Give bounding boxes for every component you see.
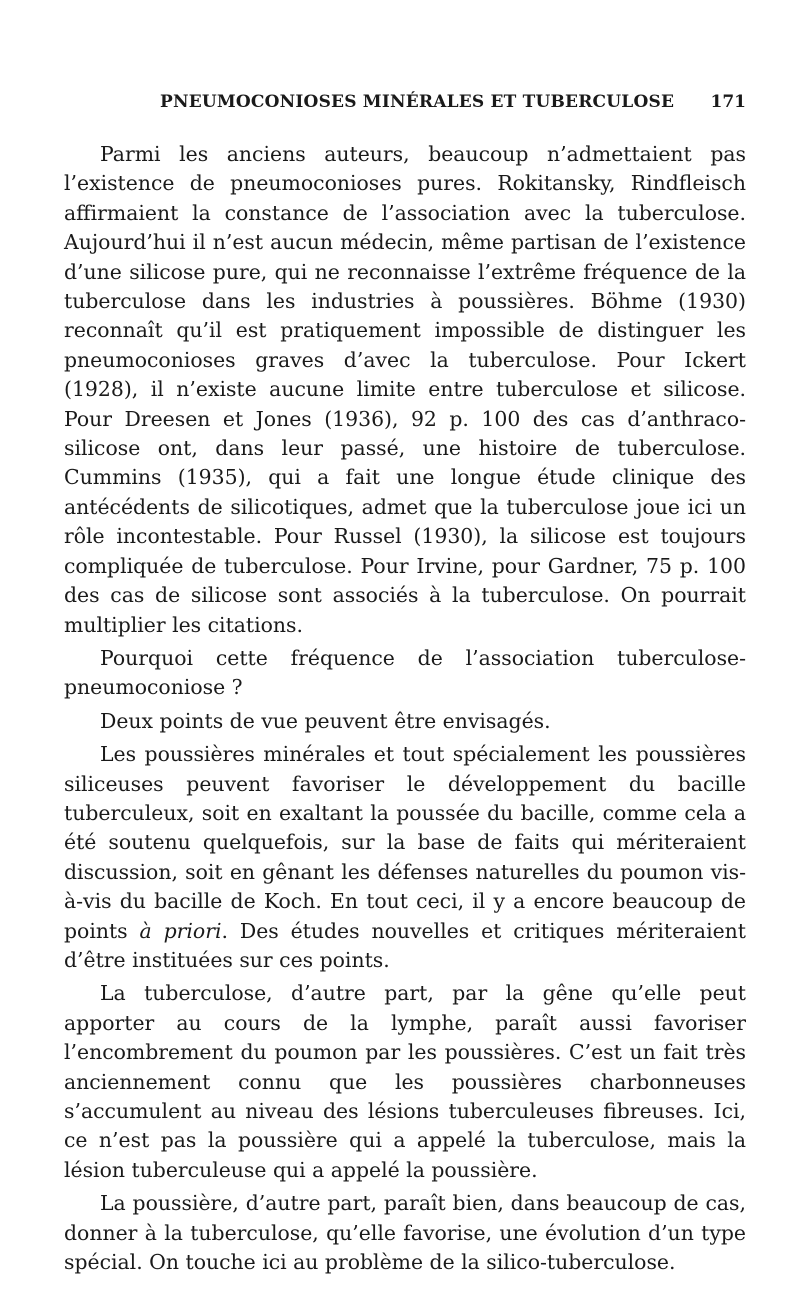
paragraph: Parmi les anciens auteurs, beaucoup n’admettaient pas l’existence de pneumoconioses pures. Rokitansky, Rindfleisch affirmaient la constance de l’association avec la tuberculose. Aujourd’hui il n’est aucun médecin, même partisan de l’existence d’une silicose pure, qui ne reconnaisse l’extrême fréquence de la tuberculose dans les industries à poussières. Böhme (1930) reconnaît qu’il est pratiquement impossible de distinguer les pneumoconioses graves d’avec la tuberculose. Pour Ickert (1928), il n’existe aucune limite entre tuberculose et silicose. Pour Dreesen et Jones (1936), 92 p. 100 des cas d’anthraco-silicose ont, dans leur passé, une histoire de tuberculose. Cummins (1935), qui a fait une longue étude clinique des antécédents de silicotiques, admet que la tuberculose joue ici un rôle incontestable. Pour Russel (1930), la silicose est toujours compliquée de tuberculose. Pour Irvine, pour Gardner, 75 p. 100 des cas de silicose sont associés à la tuberculose. On pourrait multiplier les citations. — [64, 142, 746, 637]
paragraph-text-before: Les poussières minérales et tout spécialement les poussières siliceuses peuvent favoriser le développement du bacille tuberculeux, soit en exaltant la poussée du bacille, comme cela a été soutenu quelquefois, sur la base de faits qui mériteraient discussion, soit en gênant les défenses naturelles du poumon vis-à-vis du bacille de Koch. En tout ceci, il y a encore beaucoup de points — [64, 742, 746, 943]
body-text — [64, 140, 746, 1277]
italic-phrase: à priori — [139, 918, 222, 943]
paragraph: Pourquoi cette fréquence de l’association tuberculose-pneumoconiose ? — [64, 645, 746, 700]
paragraph — [64, 740, 746, 975]
paragraph: Deux points de vue peuvent être envisagés. — [100, 708, 551, 733]
book-page — [64, 92, 746, 1281]
paragraph: La tuberculose, d’autre part, par la gêne qu’elle peut apporter au cours de la lymphe, paraît aussi favoriser l’encombrement du poumon par les poussières. C’est un fait très anciennement connu que les poussières charbonneuses s’accumulent au niveau des lésions tuberculeuses fibreuses. Ici, ce n’est pas la poussière qui a appelé la tuberculose, mais la lésion tuberculeuse qui a appelé la poussière. — [64, 981, 746, 1182]
paragraph-text-after: . Des études nouvelles et critiques mériteraient d’être instituées sur ces points. — [64, 918, 746, 972]
page-number: 171 — [710, 92, 746, 112]
paragraph: La poussière, d’autre part, paraît bien, dans beaucoup de cas, donner à la tuberculose, qu’elle favorise, une évolution d’un type spécial. On touche ici au problème de la silico-tuberculose. — [64, 1191, 746, 1275]
running-title: PNEUMOCONIOSES MINÉRALES ET TUBERCULOSE — [160, 92, 675, 112]
running-head — [64, 92, 746, 122]
